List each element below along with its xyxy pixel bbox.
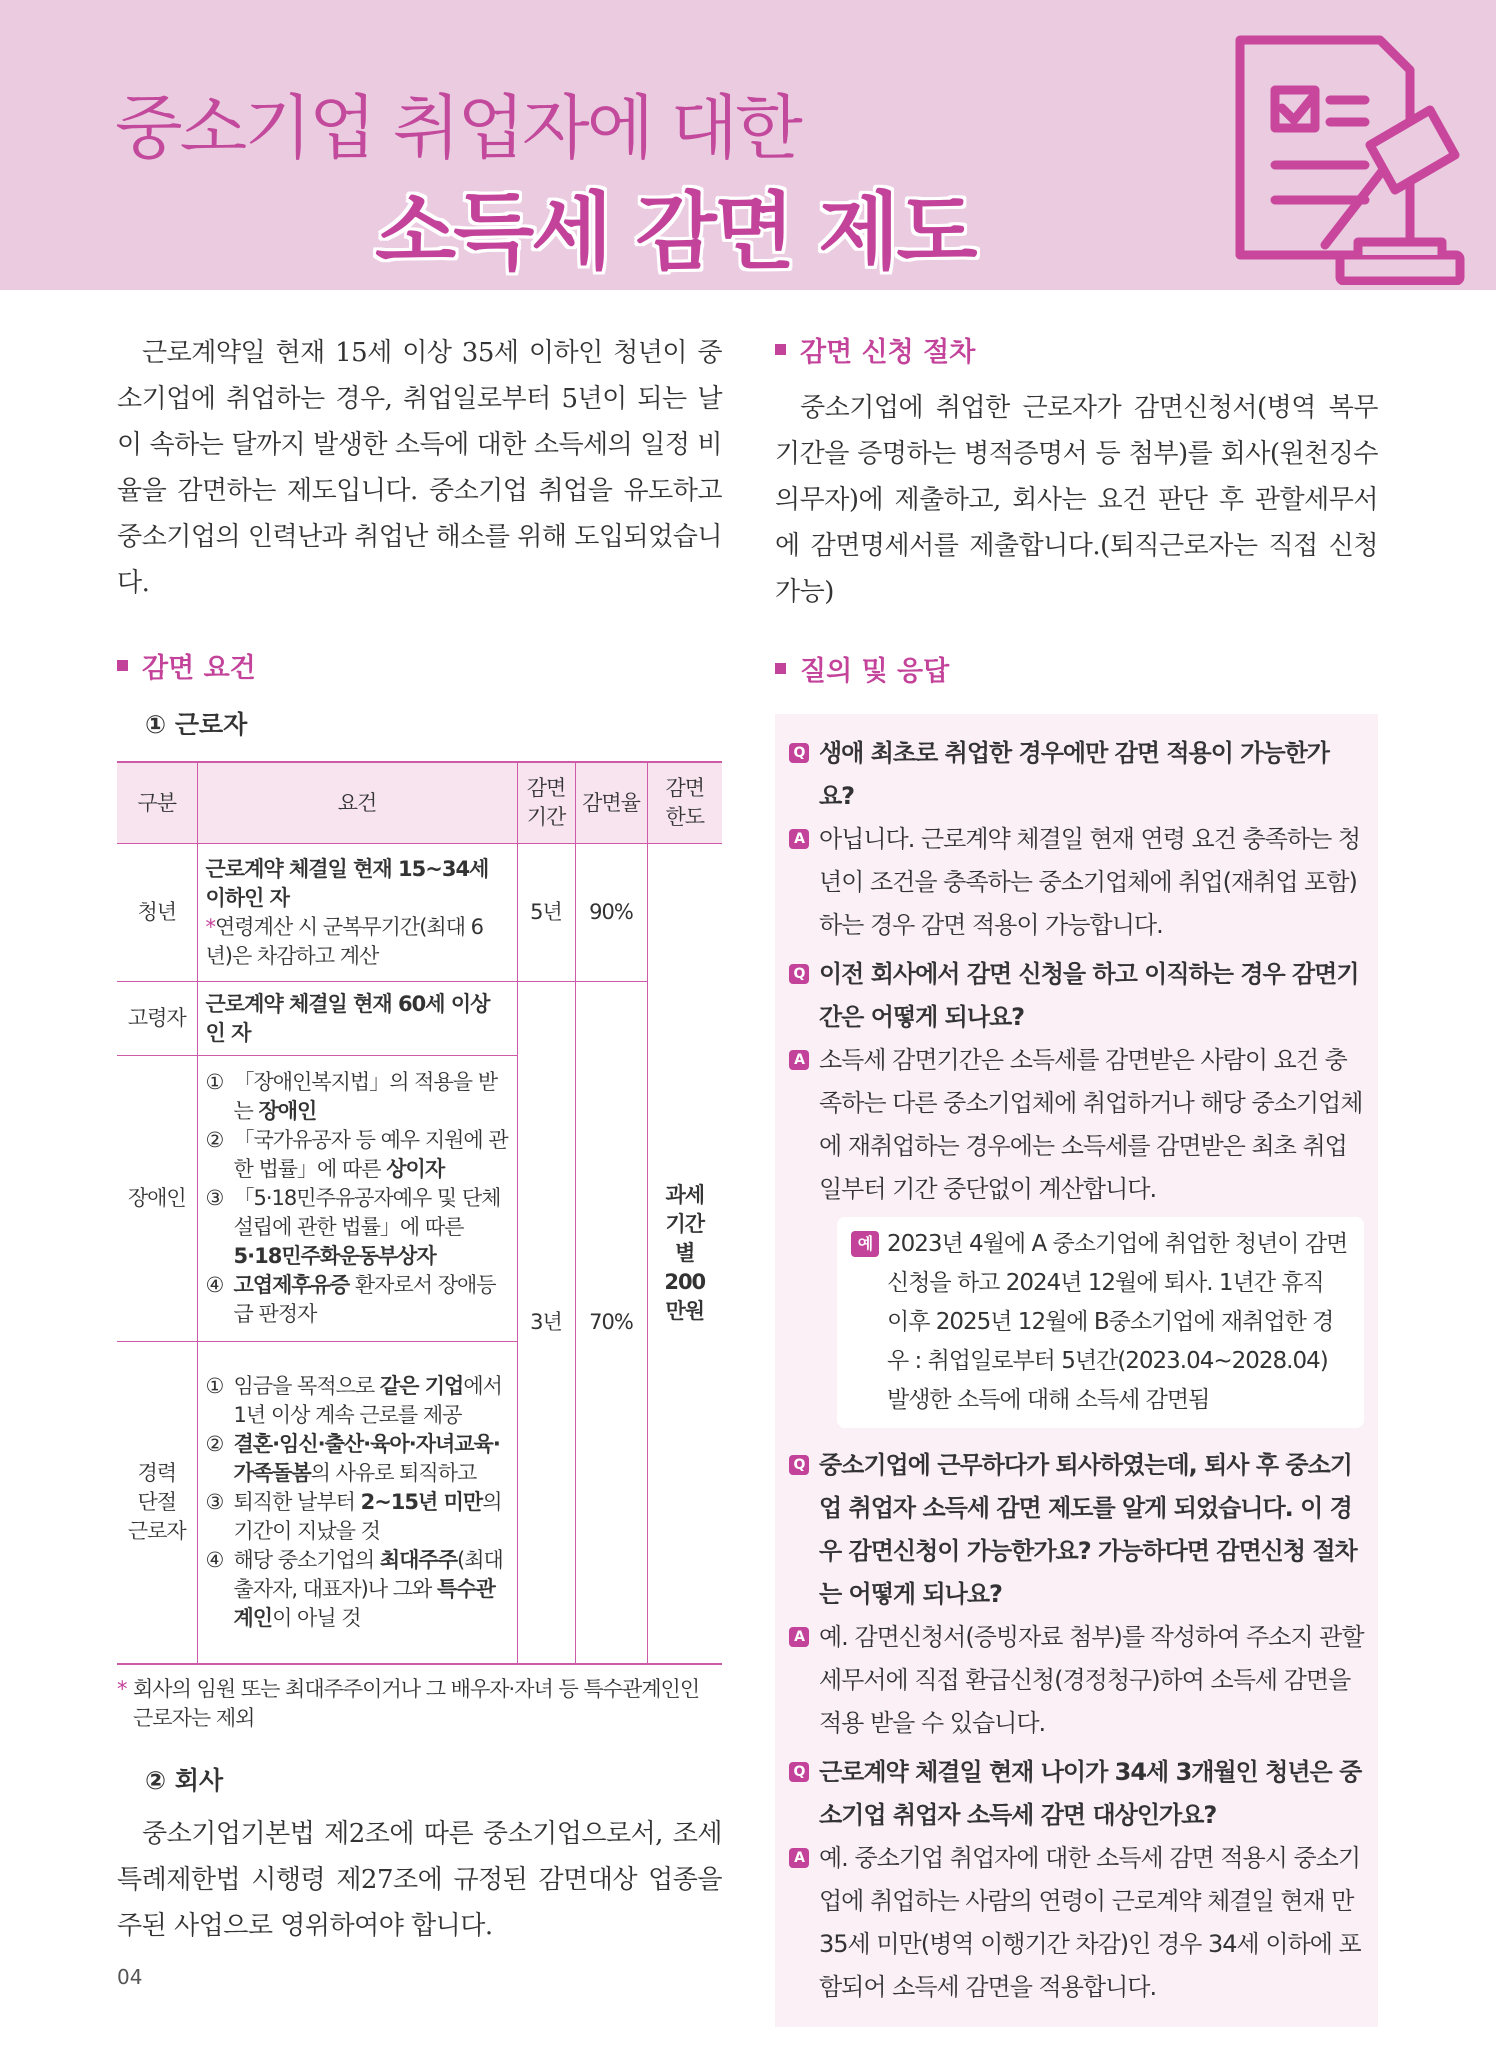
company-paragraph: 중소기업기본법 제2조에 따른 중소기업으로서, 조세특례제한법 시행령 제27조에 규정된 감면대상 업종을 주된 사업으로 영위하여야 합니다. xyxy=(117,1818,722,1941)
youth-rate: 90% xyxy=(575,844,647,982)
category-elderly: 고령자 xyxy=(117,982,197,1056)
table-footnote: * 회사의 임원 또는 최대주주이거나 그 배우자·자녀 등 특수관계인인 근로자는 제외 xyxy=(117,1676,700,1730)
q-badge-icon: Q xyxy=(789,964,809,984)
answer-3: A 예. 감면신청서(증빙자료 첨부)를 작성하여 주소지 관할 세무서에 직접 환급신청(경정청구)하여 소득세 감면을 적용 받을 수 있습니다. xyxy=(789,1616,1364,1745)
square-bullet-icon xyxy=(117,660,128,671)
section-title-qa: 질의 및 응답 xyxy=(775,649,1378,688)
question-3: Q 중소기업에 근무하다가 퇴사하였는데, 퇴사 후 중소기업 취업자 소득세 감면 제도를 알게 되었습니다. 이 경우 감면신청이 가능한가요? 가능하다면 감면신청 절차는 어떻게 되나요? xyxy=(789,1444,1364,1616)
table-header-cell: 감면율 xyxy=(575,762,647,844)
section-title-requirements: 감면 요건 xyxy=(117,646,722,685)
list-item: ③ 퇴직한 날부터 2~15년 미만의 기간이 지났을 것 xyxy=(205,1489,502,1543)
q-badge-icon: Q xyxy=(789,1762,809,1782)
page-header xyxy=(0,0,1496,290)
question-4: Q 근로계약 체결일 현재 나이가 34세 3개월인 청년은 중소기업 취업자 소득세 감면 대상인가요? xyxy=(789,1751,1364,1837)
question-2: Q 이전 회사에서 감면 신청을 하고 이직하는 경우 감면기간은 어떻게 되나요? xyxy=(789,953,1364,1039)
worker-subtitle: ① 근로자 xyxy=(145,710,248,739)
list-item: ② 결혼·임신·출산·육아·자녀교육·가족돌봄의 사유로 퇴직하고 xyxy=(205,1431,500,1485)
right-column xyxy=(775,330,1378,2027)
table-header-cell: 요건 xyxy=(197,762,517,844)
list-item: ① 「장애인복지법」의 적용을 받는 장애인 xyxy=(205,1070,497,1123)
table-header-cell: 구분 xyxy=(117,762,197,844)
section-title-procedure: 감면 신청 절차 xyxy=(775,330,1378,369)
shared-period: 3년 xyxy=(517,982,575,1664)
list-item: ③ 「5·18민주유공자예우 및 단체설립에 관한 법률」에 따른 5·18민주화운동부상자 xyxy=(205,1186,501,1268)
question-1: Q 생애 최초로 취업한 경우에만 감면 적용이 가능한가요? xyxy=(789,732,1364,818)
qa-box xyxy=(775,714,1378,2027)
category-career-break: 경력 단절 근로자 xyxy=(117,1342,197,1664)
table-header-cell: 감면 한도 xyxy=(647,762,722,844)
a-badge-icon: A xyxy=(789,1627,809,1647)
elderly-requirement: 근로계약 체결일 현재 60세 이상인 자 xyxy=(197,982,517,1056)
title-line-1: 중소기업 취업자에 대한 xyxy=(115,87,800,169)
company-subtitle: ② 회사 xyxy=(145,1765,224,1795)
left-column xyxy=(117,330,722,1949)
table-header-cell: 감면 기간 xyxy=(517,762,575,844)
answer-1: A 아닙니다. 근로계약 체결일 현재 연령 요건 충족하는 청년이 조건을 충족하는 중소기업체에 취업(재취업 포함)하는 경우 감면 적용이 가능합니다. xyxy=(789,818,1364,947)
answer-4: A 예. 중소기업 취업자에 대한 소득세 감면 적용시 중소기업에 취업하는 사람의 연령이 근로계약 체결일 현재 만 35세 미만(병역 이행기간 차감)인 경우 34세 이하에 포함되어 소득세 감면을 적용합니다. xyxy=(789,1837,1364,2009)
shared-rate: 70% xyxy=(575,982,647,1664)
list-item: ④ 해당 중소기업의 최대주주(최대출자자, 대표자)나 그와 특수관계인이 아닐 것 xyxy=(205,1547,503,1630)
answer-2: A 소득세 감면기간은 소득세를 감면받은 사람이 요건 충족하는 다른 중소기업체에 취업하거나 해당 중소기업체에 재취업하는 경우에는 소득세를 감면받은 최초 취업일부터 기간 중단없이 계산합니다. xyxy=(789,1039,1364,1211)
disabled-requirements xyxy=(197,1056,517,1342)
a-badge-icon: A xyxy=(789,829,809,849)
title-line-2: 소득세 감면 제도 xyxy=(375,183,975,281)
a-badge-icon: A xyxy=(789,1050,809,1070)
list-item: ② 「국가유공자 등 예우 지원에 관한 법률」에 따른 상이자 xyxy=(205,1128,508,1181)
procedure-paragraph: 중소기업에 취업한 근로자가 감면신청서(병역 복무기간을 증명하는 병적증명서 등 첨부)를 회사(원천징수의무자)에 제출하고, 회사는 요건 판단 후 관할세무서에 감면명세서를 제출합니다.(퇴직근로자는 직접 신청 가능) xyxy=(775,393,1378,607)
q-badge-icon: Q xyxy=(789,743,809,763)
list-item: ① 임금을 목적으로 같은 기업에서 1년 이상 계속 근로를 제공 xyxy=(205,1373,502,1427)
category-disabled: 장애인 xyxy=(117,1056,197,1342)
youth-requirement: 근로계약 체결일 현재 15~34세 이하인 자 *연령계산 시 군복무기간(최대 6년)은 차감하고 계산 xyxy=(197,844,517,982)
limit-cell: 과세 기간 별 200 만원 xyxy=(647,844,722,1664)
a-badge-icon: A xyxy=(789,1848,809,1868)
square-bullet-icon xyxy=(775,344,786,355)
table-row-youth xyxy=(117,844,722,982)
intro-paragraph: 근로계약일 현재 15세 이상 35세 이하인 청년이 중소기업에 취업하는 경우, 취업일로부터 5년이 되는 날이 속하는 달까지 발생한 소득에 대한 소득세의 일정 비율을 감면하는 제도입니다. 중소기업 취업을 유도하고 중소기업의 인력난과 취업난 해소를 위해 도입되었습니다. xyxy=(117,338,722,598)
youth-period: 5년 xyxy=(517,844,575,982)
table-header-row xyxy=(117,762,722,844)
example-box: 예 2023년 4월에 A 중소기업에 취업한 청년이 감면신청을 하고 2024년 12월에 퇴사. 1년간 휴직 이후 2025년 12월에 B중소기업에 재취업한 경우 : 취업일로부터 5년간(2023.04~2028.04) 발생한 소득에 대해 소득세 감면됨 xyxy=(837,1217,1364,1428)
career-break-requirements xyxy=(197,1342,517,1664)
q-badge-icon: Q xyxy=(789,1455,809,1475)
page-number: 04 xyxy=(117,1965,143,1989)
document-checklist-gavel-icon xyxy=(1230,30,1470,285)
square-bullet-icon xyxy=(775,663,786,674)
list-item: ④ 고엽제후유증 환자로서 장애등급 판정자 xyxy=(205,1273,496,1326)
example-badge-icon: 예 xyxy=(851,1231,879,1257)
category-youth: 청년 xyxy=(117,844,197,982)
requirements-table xyxy=(117,761,722,1665)
table-row-elderly xyxy=(117,982,722,1056)
